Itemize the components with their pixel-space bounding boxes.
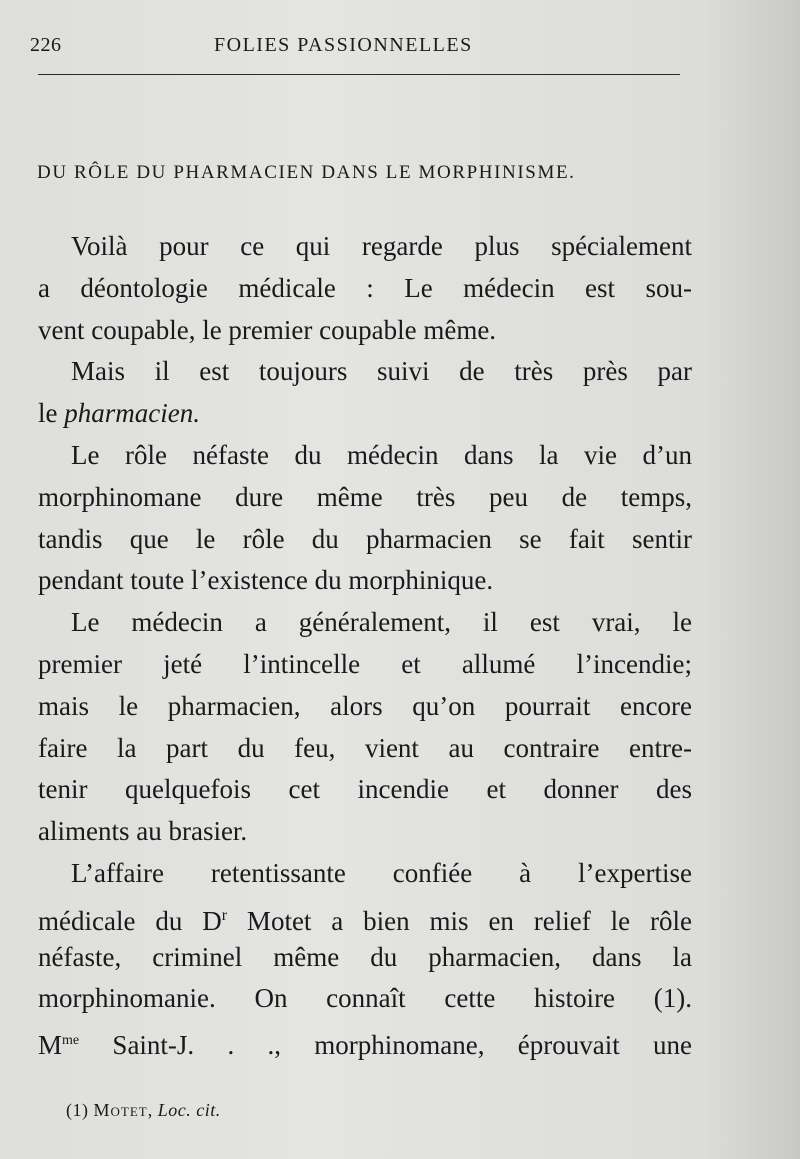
text-line: néfaste, criminel même du pharmacien, dans la [38, 941, 692, 972]
text-fragment: M [38, 1030, 63, 1061]
text-line: Mais il est toujours suivi de très près par [71, 356, 692, 387]
text-line: premier jeté l’intincelle et allumé l’incendie; [38, 648, 692, 679]
text-line: pendant toute l’existence du morphinique. [38, 565, 494, 596]
text-line: Voilà pour ce qui regarde plus spécialement [71, 231, 692, 261]
text-line: a déontologie médicale : Le médecin est sou- [38, 272, 692, 303]
text-line: Le rôle néfaste du médecin dans la vie d’un [71, 439, 692, 470]
text-line [38, 393, 692, 435]
text-fragment: Saint-J. . ., morphinomane, éprouvait une [112, 1030, 693, 1061]
header-rule [38, 74, 680, 75]
page-header [30, 34, 682, 64]
text-line: L’affaire retentissante confiée à l’expertise [71, 857, 692, 888]
text-fragment: Motet a bien mis en relief le rôle [227, 905, 692, 936]
running-title: FOLIES PASSIONNELLES [214, 34, 473, 56]
text-line: morphinomane dure même très peu de temps, [38, 481, 692, 512]
footnote-separator: , [147, 1100, 158, 1120]
text-fragment: médicale du D [38, 905, 222, 936]
text-line: aliments au brasier. [38, 816, 248, 847]
page-number: 226 [30, 34, 62, 56]
text-line: morphinomanie. On connaît cette histoire (1). [38, 983, 692, 1014]
body-text [38, 226, 692, 1062]
footnote [66, 1100, 221, 1121]
text-line: tandis que le rôle du pharmacien se fait sentir [38, 523, 692, 554]
text-line: faire la part du feu, vient au contraire entre- [38, 732, 692, 763]
text-fragment: le [38, 398, 65, 429]
text-line [38, 1020, 692, 1062]
footnote-author: Motet [93, 1100, 148, 1120]
superscript: me [62, 1033, 80, 1049]
superscript: r [221, 906, 228, 924]
text-line: vent coupable, le premier coupable même. [38, 314, 497, 345]
section-heading: DU RÔLE DU PHARMACIEN DANS LE MORPHINISME. [37, 162, 576, 183]
footnote-reference: Loc. cit. [157, 1100, 221, 1120]
text-line: Le médecin a généralement, il est vrai, le [71, 607, 692, 638]
text-line: mais le pharmacien, alors qu’on pourrait encore [38, 690, 692, 721]
text-line: tenir quelquefois cet incendie et donner des [38, 774, 692, 805]
text-line [38, 895, 692, 937]
footnote-marker: (1) [66, 1100, 94, 1120]
italic-word: pharmacien. [64, 398, 200, 429]
